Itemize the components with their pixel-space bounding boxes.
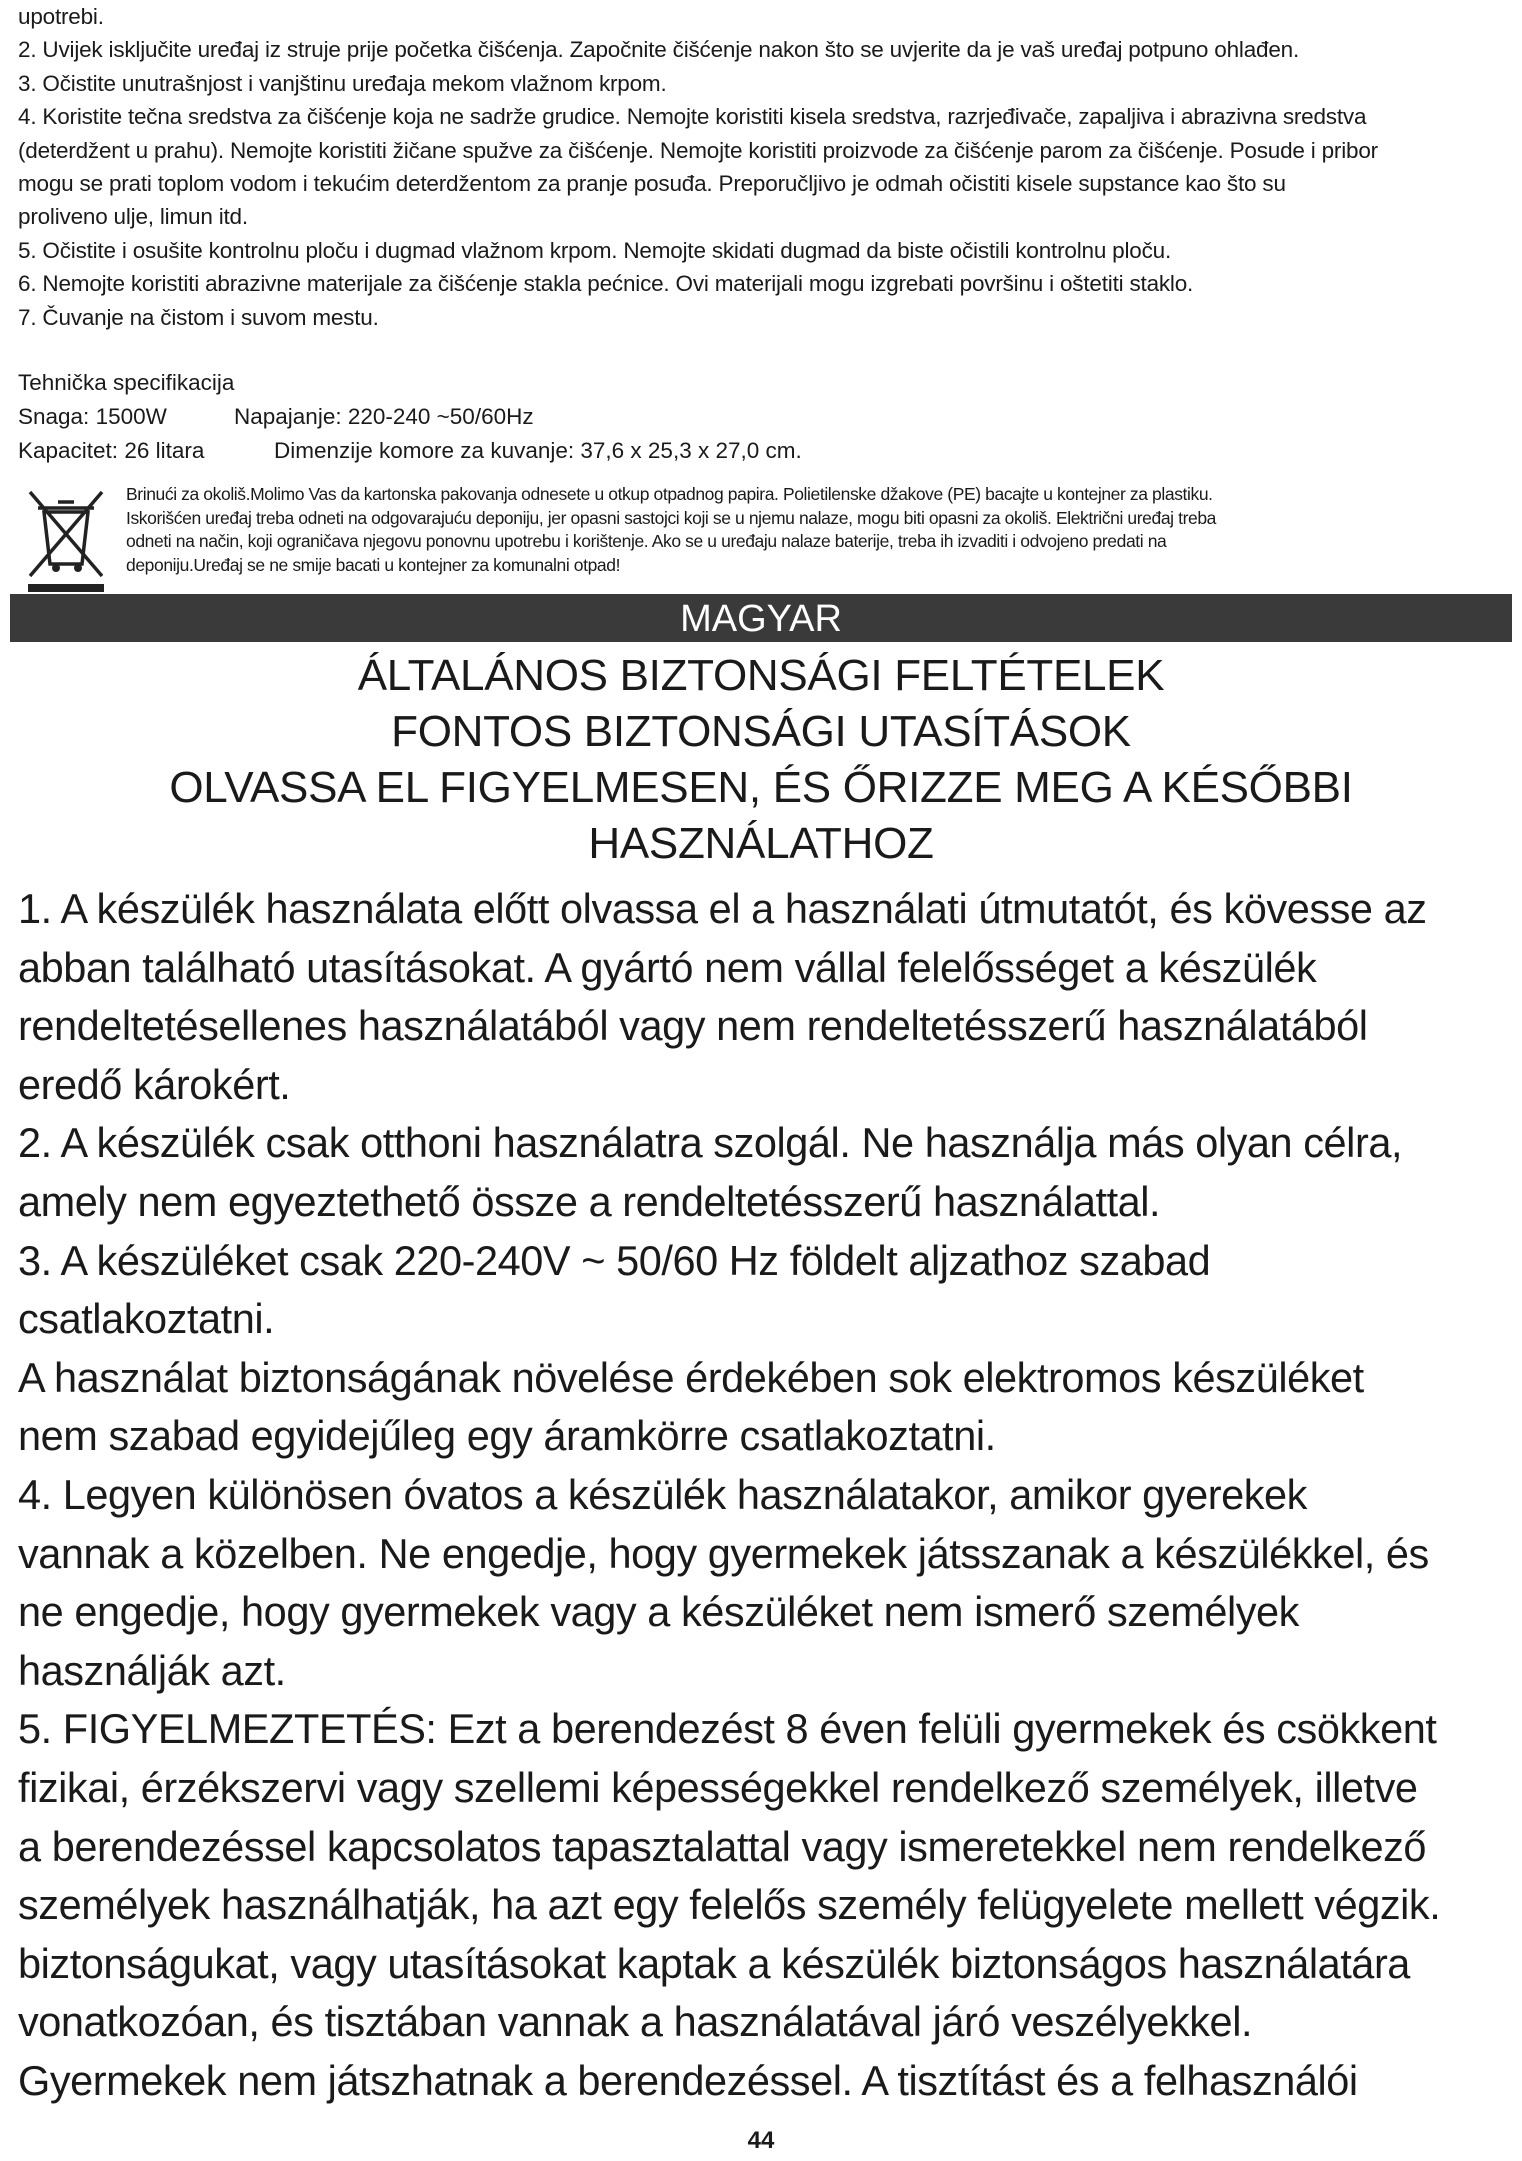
hu-line: abban található utasításokat. A gyártó nem vállal felelősséget a készülék xyxy=(18,943,1317,991)
disposal-notice xyxy=(126,483,1506,577)
hungarian-headings xyxy=(0,648,1522,872)
hungarian-safety-instructions xyxy=(18,880,1510,2110)
hu-line: 3. A készüléket csak 220-240V ~ 50/60 Hz földelt aljzathoz szabad xyxy=(18,1236,1211,1284)
hu-line: nem szabad egyidejűleg egy áramkörre csatlakoztatni. xyxy=(18,1412,996,1460)
spec-row-2 xyxy=(18,434,1018,467)
serbian-cleaning-instructions xyxy=(18,0,1508,334)
spec-row-1 xyxy=(18,400,1018,433)
spec-power: Snaga: 1500W xyxy=(18,404,167,429)
hu-line: biztonságukat, vagy utasításokat kaptak a készülék biztonságos használatára xyxy=(18,1939,1410,1987)
language-label: MAGYAR xyxy=(680,598,842,640)
sr-line: upotrebi. xyxy=(18,4,104,29)
hu-line: vannak a közelben. Ne engedje, hogy gyermekek játsszanak a készülékkel, és xyxy=(18,1529,1429,1577)
spec-capacity: Kapacitet: 26 litara xyxy=(18,438,205,463)
sr-line: 6. Nemojte koristiti abrazivne materijale za čišćenje stakla pećnice. Ovi materijali mogu izgrebati površinu i oštetiti staklo. xyxy=(18,271,1194,297)
hu-line: Gyermekek nem játszhatnak a berendezéssel. A tisztítást és a felhasználói xyxy=(18,2056,1358,2104)
spec-dimensions: Dimenzije komore za kuvanje: 37,6 x 25,3 x 27,0 cm. xyxy=(274,438,802,463)
hu-line: fizikai, érzékszervi vagy szellemi képességekkel rendelkező személyek, illetve xyxy=(18,1763,1418,1811)
spec-title: Tehnička specifikacija xyxy=(18,370,235,395)
spec-supply: Napajanje: 220-240 ~50/60Hz xyxy=(234,404,534,429)
hu-line: a berendezéssel kapcsolatos tapasztalattal vagy ismeretekkel nem rendelkező xyxy=(18,1822,1427,1870)
heading-important-safety: FONTOS BIZTONSÁGI UTASÍTÁSOK xyxy=(391,707,1131,756)
hu-line: ne engedje, hogy gyermekek vagy a készüléket nem ismerő személyek xyxy=(18,1588,1299,1636)
hu-line: eredő károkért. xyxy=(18,1060,291,1108)
sr-line: 7. Čuvanje na čistom i suvom mestu. xyxy=(18,304,379,330)
hu-line: 4. Legyen különösen óvatos a készülék használatakor, amikor gyerekek xyxy=(18,1470,1307,1518)
hu-line: 5. FIGYELMEZTETÉS: Ezt a berendezést 8 éven felüli gyermekek és csökkent xyxy=(18,1705,1437,1753)
hu-line: használják azt. xyxy=(18,1646,286,1694)
hu-line: 1. A készülék használata előtt olvassa el a használati útmutatót, és kövesse az xyxy=(18,885,1427,932)
hu-line: csatlakoztatni. xyxy=(18,1295,275,1343)
sr-line: (deterdžent u prahu). Nemojte koristiti žičane spužve za čišćenje. Nemojte koristiti proizvode za čišćenje parom za čišćenje. Posude i pribor xyxy=(18,137,1378,163)
disposal-line: deponiju.Uređaj se ne smije bacati u kontejner za komunalni otpad! xyxy=(126,554,621,575)
hu-line: A használat biztonságának növelése érdekében sok elektromos készüléket xyxy=(18,1353,1364,1401)
disposal-line: Iskorišćen uređaj treba odneti na odgovarajuću deponiju, jer opasni sastojci koji se u njemu nalaze, mogu biti opasni za okoliš. Električni uređaj treba xyxy=(126,507,1216,528)
language-section-bar xyxy=(10,594,1512,642)
heading-for-later-use: HASZNÁLATHOZ xyxy=(588,819,934,868)
disposal-line: odneti na način, koji ograničava njegovu ponovnu upotrebu i korištenje. Ako se u uređaju nalaze baterije, treba ih izvaditi i odvojeno predati na xyxy=(126,531,1167,552)
heading-read-carefully: OLVASSA EL FIGYELMESEN, ÉS ŐRIZZE MEG A KÉSŐBBI xyxy=(169,763,1353,812)
sr-line: proliveno ulje, limun itd. xyxy=(18,204,248,230)
disposal-line: Brinući za okoliš.Molimo Vas da kartonska pakovanja odnesete u otkup otpadnog papira. Polietilenske džakove (PE) bacajte u kontejner za plastiku. xyxy=(126,484,1213,504)
hu-line: vonatkozóan, és tisztában vannak a használatával járó veszélyekkel. xyxy=(18,1998,1253,2046)
hu-line: 2. A készülék csak otthoni használatra szolgál. Ne használja más olyan célra, xyxy=(18,1119,1403,1167)
heading-general-safety: ÁLTALÁNOS BIZTONSÁGI FELTÉTELEK xyxy=(357,651,1165,700)
hu-line: amely nem egyeztethető össze a rendeltetésszerű használattal. xyxy=(18,1177,1161,1225)
sr-line: 4. Koristite tečna sredstva za čišćenje koja ne sadrže grudice. Nemojte koristiti kisela sredstva, razrjeđivače, zapaljiva i abrazivna sredstva xyxy=(18,104,1367,130)
hu-line: rendeltetésellenes használatából vagy nem rendeltetésszerű használatából xyxy=(18,1002,1368,1050)
crossed-out-bin-icon xyxy=(20,484,110,594)
sr-line: 5. Očistite i osušite kontrolnu ploču i dugmad vlažnom krpom. Nemojte skidati dugmad da biste očistili kontrolnu ploču. xyxy=(18,237,1172,263)
sr-line: 2. Uvijek isključite uređaj iz struje prije početka čišćenja. Započnite čišćenje nakon što se uvjerite da je vaš uređaj potpuno ohlađen. xyxy=(18,37,1300,63)
page-number: 44 xyxy=(747,2127,775,2154)
sr-line: 3. Očistite unutrašnjost i vanjštinu uređaja mekom vlažnom krpom. xyxy=(18,70,667,96)
hu-line: személyek használhatják, ha azt egy felelős személy felügyelete mellett végzik. xyxy=(18,1881,1441,1929)
sr-line: mogu se prati toplom vodom i tekućim deterdžentom za pranje posuđa. Preporučljivo je odmah očistiti kisele supstance kao što su xyxy=(18,171,1286,197)
